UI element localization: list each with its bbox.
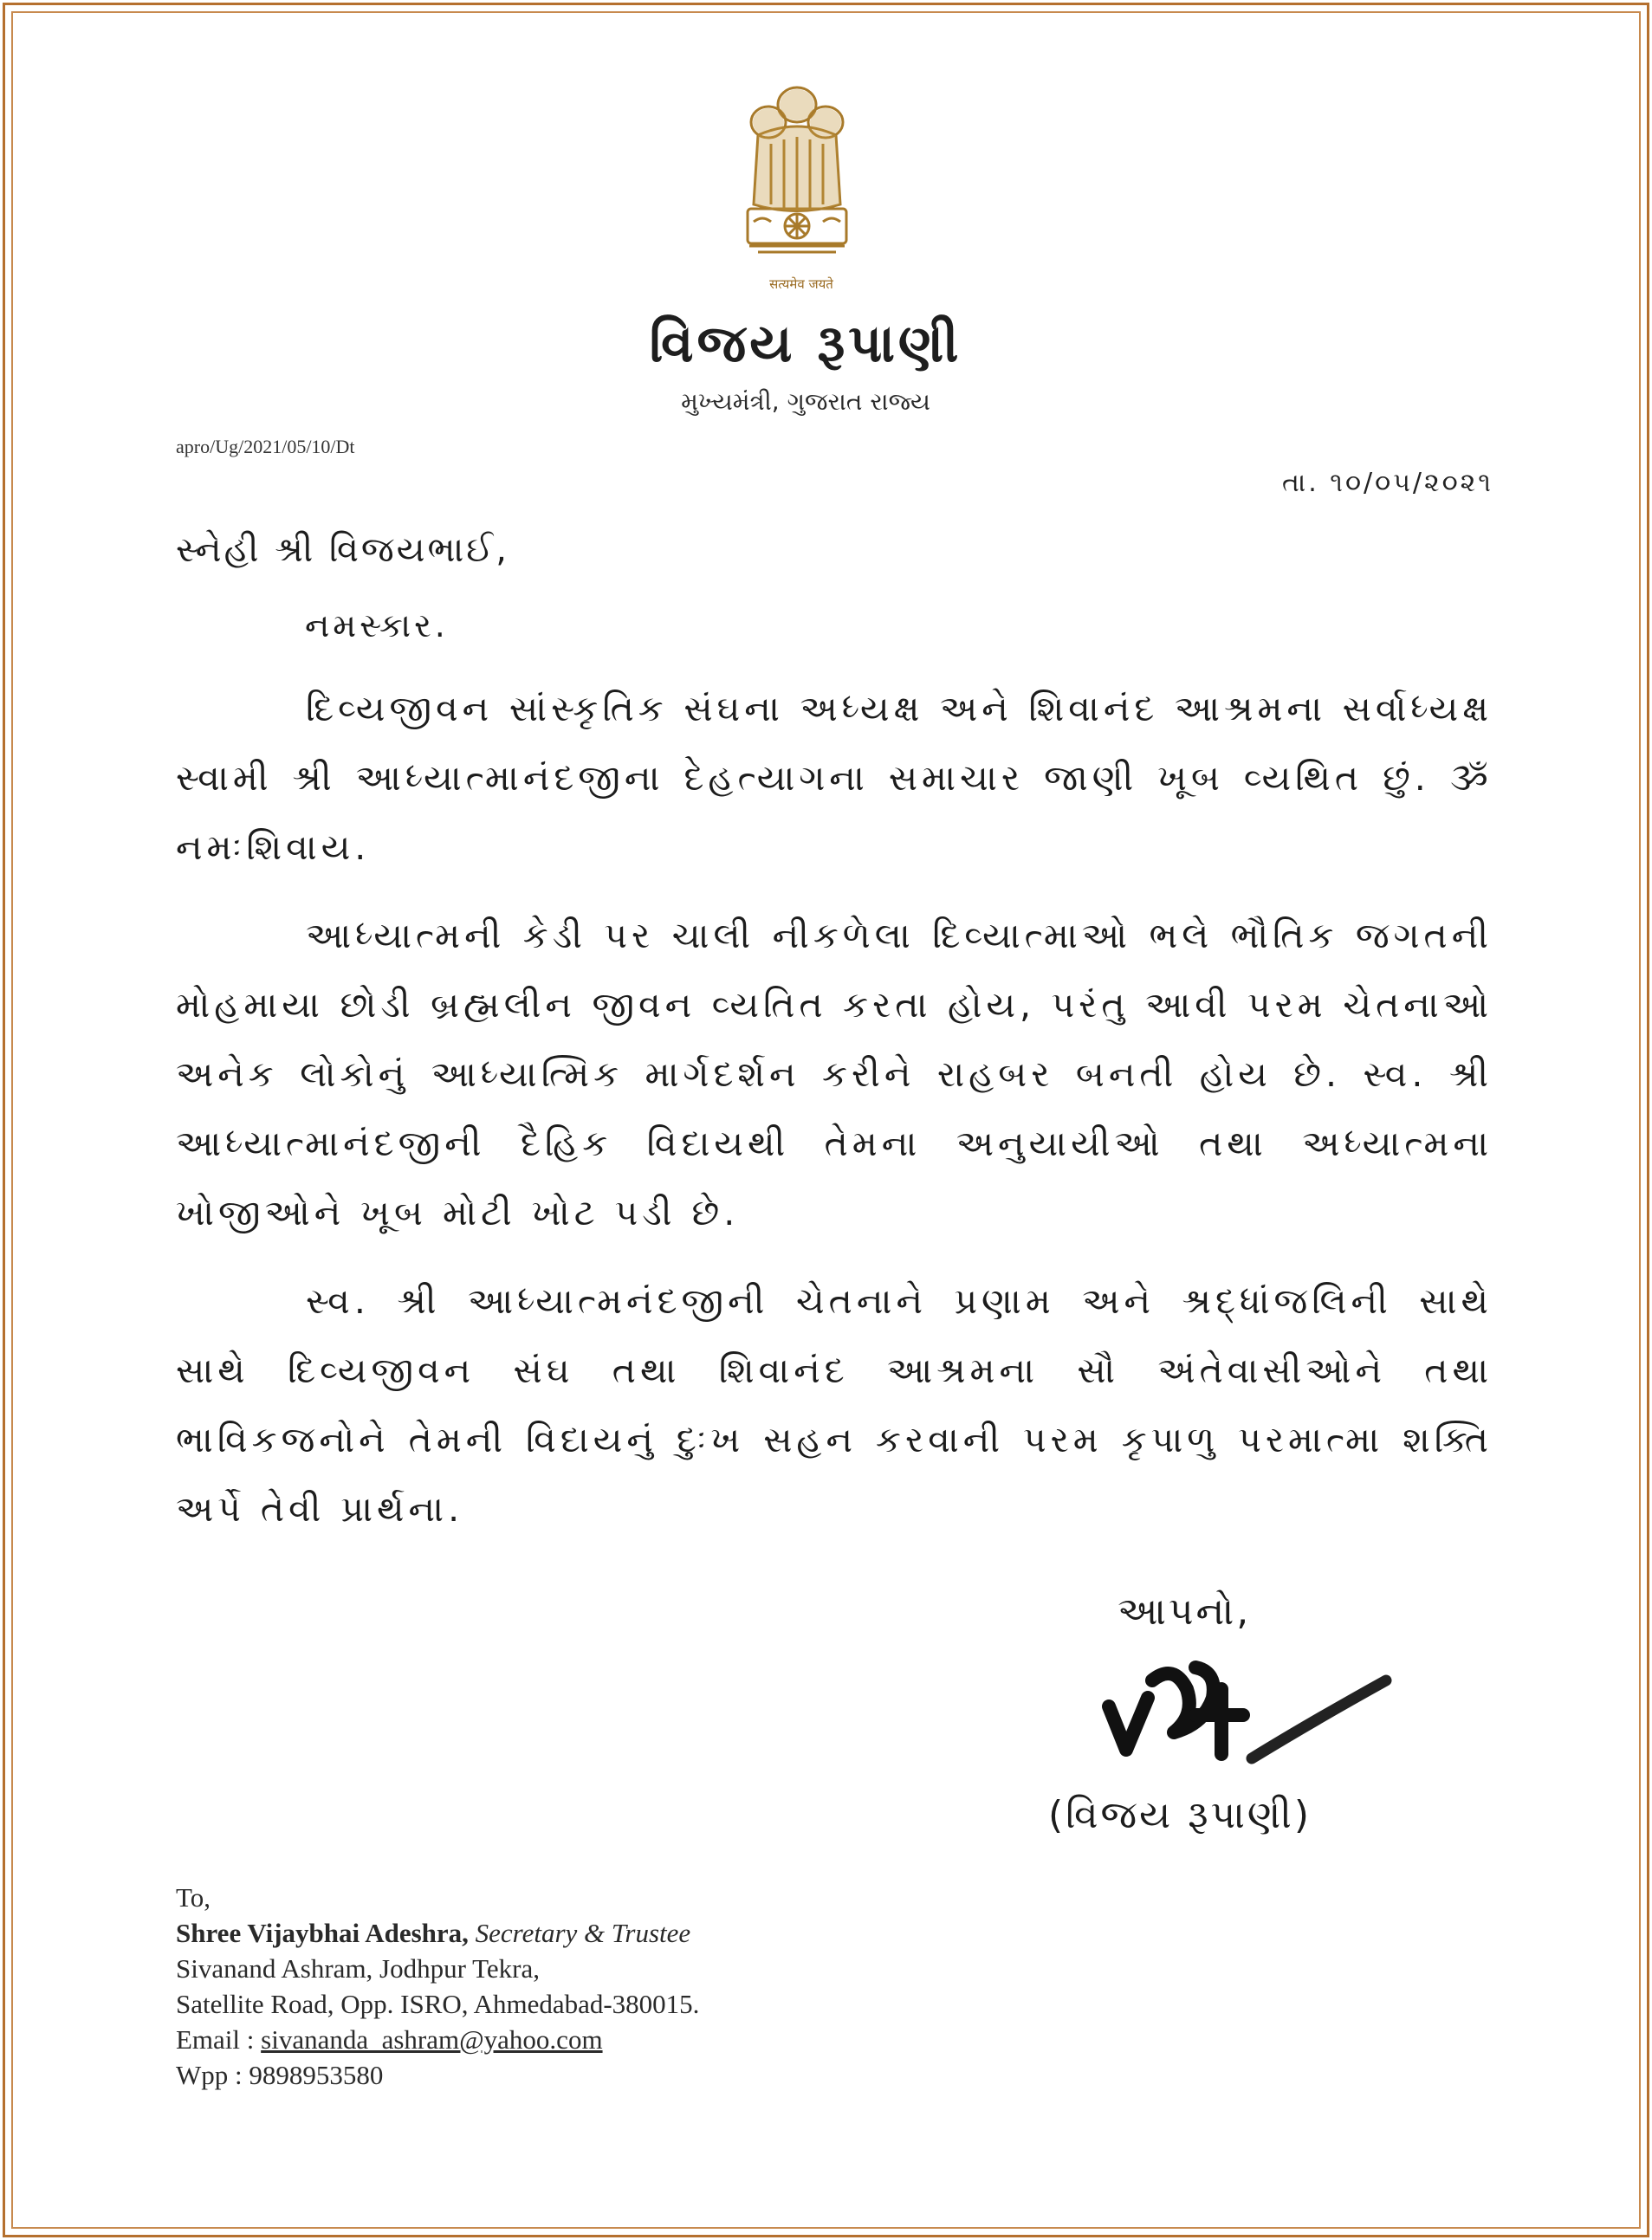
recipient-line (176, 1915, 699, 1951)
reference-number: apro/Ug/2021/05/10/Dt (176, 436, 355, 457)
closing: આપનો, (1118, 1589, 1252, 1634)
letterhead-designation: મુખ્યમંત્રી, ગુજરાત રાજ્ય (681, 387, 930, 416)
recipient-role: Secretary & Trustee (475, 1918, 691, 1948)
letter-body (176, 674, 1493, 1563)
body-paragraph-2: આધ્યાત્મની કેડી પર ચાલી નીકળેલા દિવ્યાત્માઓ ભલે ભૌતિક જગતની મોહમાયા છોડી બ્રહ્મલીન જીવન વ્યતિત કરતા હોય, પરંતુ આવી પરમ ચેતનાઓ અનેક લોકોનું આધ્યાત્મિક માર્ગદર્શન કરીને રાહબર બનતી હોય છે. સ્વ. શ્રી આધ્યાત્માનંદજીની દૈહિક વિદાયથી તેમના અનુયાયીઓ તથા અધ્યાત્મના ખોજીઓને ખૂબ મોટી ખોટ પડી છે. (176, 915, 1493, 1233)
state-emblem-icon (732, 74, 862, 291)
phone-line: Wpp : 9898953580 (176, 2060, 384, 2090)
address-line-1: Sivanand Ashram, Jodhpur Tekra, (176, 1953, 540, 1984)
recipient-name: Shree Vijaybhai Adeshra, (176, 1918, 469, 1948)
letterhead-name: વિજય રૂપાણી (649, 314, 962, 374)
body-paragraph-1: દિવ્યજીવન સાંસ્કૃતિક સંઘના અધ્યક્ષ અને શિવાનંદ આશ્રમના સર્વાધ્યક્ષ સ્વામી શ્રી આધ્યાત્માનંદજીના દેહત્યાગના સમાચાર જાણી ખૂબ વ્યથિત છું. ૐ નમઃશિવાય. (176, 688, 1493, 868)
greeting: નમસ્કાર. (305, 606, 449, 644)
email-label: Email : (176, 2024, 255, 2055)
salutation: સ્નેહી શ્રી વિજયભાઈ, (176, 530, 509, 570)
email-line (176, 2022, 699, 2057)
signer-name: (વિજય રૂપાણી) (1048, 1793, 1312, 1837)
address-line-2: Satellite Road, Opp. ISRO, Ahmedabad-380015. (176, 1989, 700, 2019)
body-paragraph-3: સ્વ. શ્રી આધ્યાત્મનંદજીની ચેતનાને પ્રણામ અને શ્રદ્ધાંજલિની સાથે સાથે દિવ્યજીવન સંઘ તથા શિવાનંદ આશ્રમના સૌ અંતેવાસીઓને તથા ભાવિકજનોને તેમની વિદાયનું દુઃખ સહન કરવાની પરમ કૃપાળુ પરમાત્મા શક્તિ અર્પે તેવી પ્રાર્થના. (176, 1280, 1493, 1530)
emblem-motto: सत्यमेव जयते (769, 276, 833, 292)
email-link[interactable]: sivananda_ashram@yahoo.com (261, 2024, 603, 2055)
letter-date: તા. ૧૦/૦૫/૨૦૨૧ (1281, 468, 1493, 498)
handwritten-signature (1092, 1628, 1403, 1776)
to-label: To, (176, 1882, 211, 1913)
recipient-address (176, 1880, 699, 2093)
